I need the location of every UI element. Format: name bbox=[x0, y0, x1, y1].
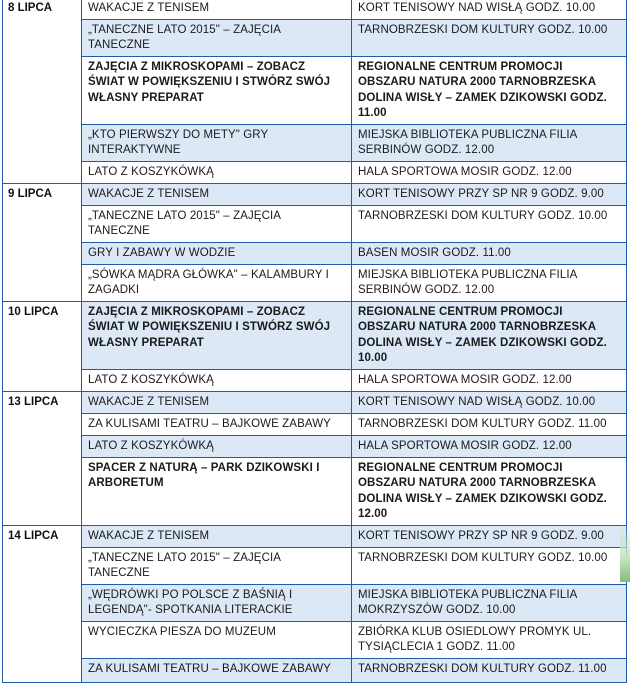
schedule-row bbox=[3, 584, 627, 621]
schedule-row bbox=[3, 264, 627, 301]
schedule-row bbox=[3, 525, 627, 547]
event-name: WAKACJE Z TENISEM bbox=[82, 525, 352, 547]
day-date: 10 LIPCA bbox=[3, 301, 82, 391]
day-date: 13 LIPCA bbox=[3, 391, 82, 525]
event-name: „KTO PIERWSZY DO METY" GRY INTERAKTYWNE bbox=[82, 124, 352, 161]
day-date: 9 LIPCA bbox=[3, 183, 82, 301]
event-place-time: REGIONALNE CENTRUM PROMOCJI OBSZARU NATURA 2000 TARNOBRZESKA DOLINA WISŁY – ZAMEK DZIKOWSKI GODZ. 11.00 bbox=[352, 56, 627, 124]
event-name: „SÓWKA MĄDRA GŁÓWKA" – KALAMBURY I ZAGADKI bbox=[82, 264, 352, 301]
event-place-time: TARNOBRZESKI DOM KULTURY GODZ. 11.00 bbox=[352, 658, 627, 682]
schedule-table bbox=[2, 0, 627, 683]
schedule-row bbox=[3, 457, 627, 525]
schedule-body bbox=[3, 0, 627, 682]
event-name: SPACER Z NATURĄ – PARK DZIKOWSKI I ARBORETUM bbox=[82, 457, 352, 525]
schedule-row bbox=[3, 183, 627, 205]
event-place-time: TARNOBRZESKI DOM KULTURY GODZ. 10.00 bbox=[352, 205, 627, 242]
event-place-time: BASEN MOSIR GODZ. 11.00 bbox=[352, 242, 627, 264]
event-place-time: REGIONALNE CENTRUM PROMOCJI OBSZARU NATURA 2000 TARNOBRZESKA DOLINA WISŁY – ZAMEK DZIKOWSKI GODZ. 12.00 bbox=[352, 457, 627, 525]
event-name: LATO Z KOSZYKÓWKĄ bbox=[82, 161, 352, 183]
event-place-time: TARNOBRZESKI DOM KULTURY GODZ. 10.00 bbox=[352, 547, 627, 584]
event-name: GRY I ZABAWY W WODZIE bbox=[82, 242, 352, 264]
event-name: ZAJĘCIA Z MIKROSKOPAMI – ZOBACZ ŚWIAT W POWIĘKSZENIU I STWÓRZ SWÓJ WŁASNY PREPARAT bbox=[82, 301, 352, 369]
schedule-row bbox=[3, 0, 627, 19]
event-place-time: HALA SPORTOWA MOSIR GODZ. 12.00 bbox=[352, 369, 627, 391]
event-place-time: KORT TENISOWY NAD WISŁĄ GODZ. 10.00 bbox=[352, 0, 627, 19]
event-name: ZA KULISAMI TEATRU – BAJKOWE ZABAWY bbox=[82, 413, 352, 435]
schedule-row bbox=[3, 621, 627, 658]
event-place-time: KORT TENISOWY PRZY SP NR 9 GODZ. 9.00 bbox=[352, 183, 627, 205]
event-name: WAKACJE Z TENISEM bbox=[82, 0, 352, 19]
event-name: ZA KULISAMI TEATRU – BAJKOWE ZABAWY bbox=[82, 658, 352, 682]
event-place-time: MIEJSKA BIBLIOTEKA PUBLICZNA FILIA SERBINÓW GODZ. 12.00 bbox=[352, 264, 627, 301]
event-place-time: KORT TENISOWY PRZY SP NR 9 GODZ. 9.00 bbox=[352, 525, 627, 547]
event-place-time: MIEJSKA BIBLIOTEKA PUBLICZNA FILIA SERBINÓW GODZ. 12.00 bbox=[352, 124, 627, 161]
event-name: WYCIECZKA PIESZA DO MUZEUM bbox=[82, 621, 352, 658]
schedule-row bbox=[3, 435, 627, 457]
event-place-time: TARNOBRZESKI DOM KULTURY GODZ. 11.00 bbox=[352, 413, 627, 435]
event-place-time: HALA SPORTOWA MOSIR GODZ. 12.00 bbox=[352, 435, 627, 457]
schedule-row bbox=[3, 124, 627, 161]
schedule-row bbox=[3, 413, 627, 435]
event-place-time: HALA SPORTOWA MOSIR GODZ. 12.00 bbox=[352, 161, 627, 183]
event-place-time: MIEJSKA BIBLIOTEKA PUBLICZNA FILIA MOKRZYSZÓW GODZ. 10.00 bbox=[352, 584, 627, 621]
schedule-row bbox=[3, 56, 627, 124]
day-date: 14 LIPCA bbox=[3, 525, 82, 682]
event-name: „TANECZNE LATO 2015" – ZAJĘCIA TANECZNE bbox=[82, 205, 352, 242]
schedule-row bbox=[3, 301, 627, 369]
schedule-row bbox=[3, 369, 627, 391]
event-name: LATO Z KOSZYKÓWKĄ bbox=[82, 435, 352, 457]
event-name: „TANECZNE LATO 2015" – ZAJĘCIA TANECZNE bbox=[82, 19, 352, 56]
event-name: WAKACJE Z TENISEM bbox=[82, 183, 352, 205]
event-name: WAKACJE Z TENISEM bbox=[82, 391, 352, 413]
schedule-row bbox=[3, 161, 627, 183]
event-place-time: KORT TENISOWY NAD WISŁĄ GODZ. 10.00 bbox=[352, 391, 627, 413]
schedule-row bbox=[3, 19, 627, 56]
schedule-row bbox=[3, 658, 627, 682]
event-place-time: TARNOBRZESKI DOM KULTURY GODZ. 10.00 bbox=[352, 19, 627, 56]
event-name: „WĘDRÓWKI PO POLSCE Z BAŚNIĄ I LEGENDĄ"- SPOTKANIA LITERACKIE bbox=[82, 584, 352, 621]
corner-decoration bbox=[620, 522, 630, 582]
event-name: ZAJĘCIA Z MIKROSKOPAMI – ZOBACZ ŚWIAT W POWIĘKSZENIU I STWÓRZ SWÓJ WŁASNY PREPARAT bbox=[82, 56, 352, 124]
event-name: „TANECZNE LATO 2015" – ZAJĘCIA TANECZNE bbox=[82, 547, 352, 584]
event-place-time: REGIONALNE CENTRUM PROMOCJI OBSZARU NATURA 2000 TARNOBRZESKA DOLINA WISŁY – ZAMEK DZIKOWSKI GODZ. 10.00 bbox=[352, 301, 627, 369]
event-place-time: ZBIÓRKA KLUB OSIEDLOWY PROMYK UL. TYSIĄCLECIA 1 GODZ. 11.00 bbox=[352, 621, 627, 658]
day-date: 8 LIPCA bbox=[3, 0, 82, 183]
schedule-row bbox=[3, 205, 627, 242]
schedule-row bbox=[3, 391, 627, 413]
schedule-row bbox=[3, 242, 627, 264]
event-name: LATO Z KOSZYKÓWKĄ bbox=[82, 369, 352, 391]
schedule-row bbox=[3, 547, 627, 584]
